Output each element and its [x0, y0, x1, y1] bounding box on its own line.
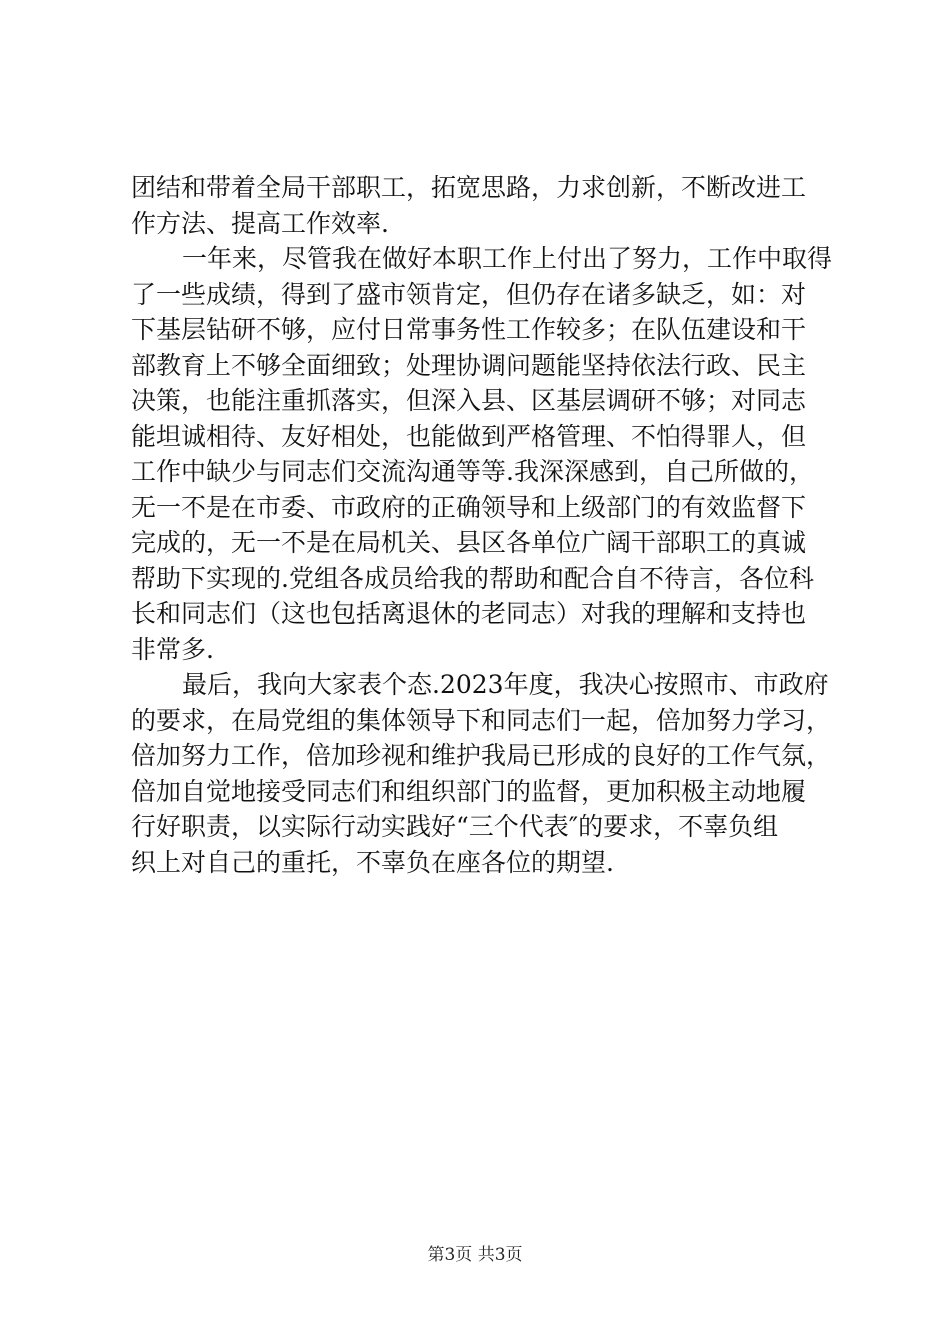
text-line: 织上对自己的重托，不辜负在座各位的期望. — [131, 847, 614, 877]
text-line: 了一些成绩，得到了盛市领肯定，但仍存在诸多缺乏，如：对 — [131, 279, 807, 309]
text-line: 无一不是在市委、市政府的正确领导和上级部门的有效监督下 — [131, 492, 807, 522]
text-line: 长和同志们（这也包括离退休的老同志）对我的理解和支持也 — [131, 599, 807, 628]
page-number-label: 第3页 共3页 — [427, 1245, 523, 1265]
text-line: 决策，也能注重抓落实，但深入县、区基层调研不够；对同志 — [131, 386, 807, 415]
text-line: 行好职责，以实际行动实践好“三个代表″的要求，不辜负组 — [131, 812, 779, 841]
page-footer — [0, 1244, 950, 1266]
text-line: 的要求，在局党组的集体领导下和同志们一起，倍加努力学习， — [131, 705, 832, 735]
text-line: 非常多. — [131, 634, 214, 664]
text-line: 团结和带着全局干部职工，拓宽思路，力求创新，不断改进工 — [131, 173, 807, 202]
text-line: 下基层钻研不够，应付日常事务性工作较多；在队伍建设和干 — [131, 315, 807, 344]
text-line: 倍加自觉地接受同志们和组织部门的监督，更加积极主动地履 — [131, 776, 807, 806]
text-line: 完成的，无一不是在局机关、县区各单位广阔干部职工的真诚 — [131, 528, 807, 557]
text-line: 工作中缺少与同志们交流沟通等等.我深深感到，自己所做的， — [131, 457, 814, 486]
text-line: 能坦诚相待、友好相处，也能做到严格管理、不怕得罪人，但 — [131, 421, 807, 451]
text-line: 倍加努力工作，倍加珍视和维护我局已形成的良好的工作气氛， — [131, 741, 832, 770]
paragraph-start-line: 一年来，尽管我在做好本职工作上付出了努力，工作中取得 — [182, 244, 833, 273]
paragraph-start-line: 最后，我向大家表个态.2023年度，我决心按照市、市政府 — [182, 670, 829, 699]
text-line: 部教育上不够全面细致；处理协调问题能坚持依法行政、民主 — [131, 350, 807, 380]
text-line: 作方法、提高工作效率. — [131, 208, 389, 238]
text-line: 帮助下实现的.党组各成员给我的帮助和配合自不待言，各位科 — [131, 563, 814, 593]
document-body — [131, 170, 851, 880]
